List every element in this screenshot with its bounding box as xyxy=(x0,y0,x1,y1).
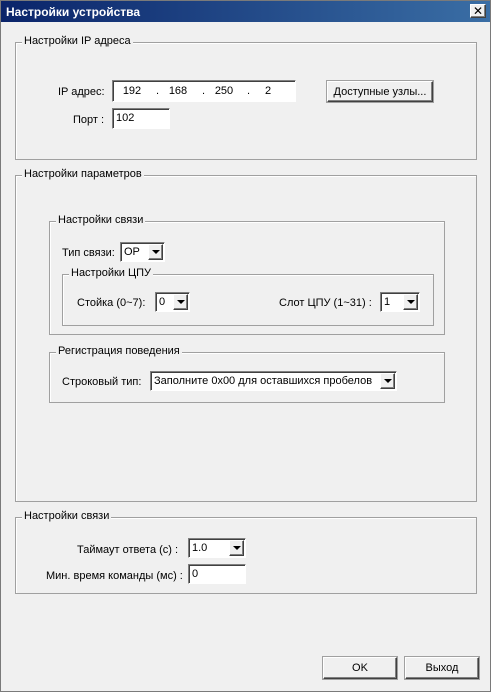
behavior-legend: Регистрация поведения xyxy=(58,345,180,357)
close-icon: ✕ xyxy=(472,4,484,18)
rack-label: Стойка (0~7): xyxy=(77,297,146,309)
link-settings-legend: Настройки связи xyxy=(24,510,110,522)
ip-settings-group xyxy=(15,35,477,160)
rack-value: 0 xyxy=(159,296,166,308)
cpu-slot-select[interactable] xyxy=(380,292,420,312)
chevron-down-icon[interactable] xyxy=(148,244,163,260)
ip-dot-1: . xyxy=(156,85,160,97)
ip-dot-2: . xyxy=(202,85,206,97)
exit-button[interactable]: Выход xyxy=(405,657,479,679)
response-timeout-select[interactable] xyxy=(188,538,246,558)
param-settings-legend: Настройки параметров xyxy=(24,168,142,180)
title-bar[interactable] xyxy=(1,1,490,22)
cpu-slot-label: Слот ЦПУ (1~31) : xyxy=(279,297,372,309)
comm-settings-legend: Настройки связи xyxy=(58,214,144,226)
rack-select[interactable] xyxy=(155,292,190,312)
ip-octet-3[interactable]: 250 xyxy=(214,85,234,97)
ip-dot-3: . xyxy=(247,85,251,97)
behavior-group xyxy=(49,345,445,403)
close-button[interactable] xyxy=(470,4,486,18)
min-command-time-label: Мин. время команды (мс) : xyxy=(46,570,183,582)
ip-address-label: IP адрес: xyxy=(58,86,105,98)
comm-settings-group xyxy=(49,214,445,335)
chevron-down-icon[interactable] xyxy=(173,294,188,310)
port-value: 102 xyxy=(116,112,135,124)
cpu-settings-group xyxy=(62,267,434,326)
cpu-settings-legend: Настройки ЦПУ xyxy=(71,267,152,279)
string-type-select[interactable] xyxy=(150,371,397,391)
port-label: Порт : xyxy=(73,114,105,126)
string-type-label: Строковый тип: xyxy=(62,376,142,388)
param-settings-group xyxy=(15,168,477,502)
port-field[interactable] xyxy=(112,108,170,129)
comm-type-select[interactable] xyxy=(120,242,165,262)
chevron-down-icon[interactable] xyxy=(403,294,418,310)
comm-type-value: OP xyxy=(124,246,140,258)
ip-address-field[interactable] xyxy=(112,80,296,102)
available-nodes-button[interactable]: Доступные узлы... xyxy=(327,81,433,102)
comm-type-label: Тип связи: xyxy=(62,247,115,259)
response-timeout-label: Таймаут ответа (с) : xyxy=(77,544,179,556)
ip-octet-2[interactable]: 168 xyxy=(168,85,188,97)
response-timeout-value: 1.0 xyxy=(192,542,208,554)
chevron-down-icon[interactable] xyxy=(380,373,395,389)
ip-octet-1[interactable]: 192 xyxy=(122,85,142,97)
cpu-slot-value: 1 xyxy=(384,296,391,308)
min-command-time-value: 0 xyxy=(192,568,199,580)
link-settings-group xyxy=(15,510,477,594)
min-command-time-field[interactable] xyxy=(188,564,246,584)
string-type-value: Заполните 0x00 для оставшихся пробелов xyxy=(154,375,373,387)
ip-octet-4[interactable]: 2 xyxy=(264,85,272,97)
chevron-down-icon[interactable] xyxy=(229,540,244,556)
ok-button[interactable]: OK xyxy=(323,657,397,679)
window-title: Настройки устройства xyxy=(6,5,141,19)
ip-settings-legend: Настройки IP адреса xyxy=(24,35,131,47)
